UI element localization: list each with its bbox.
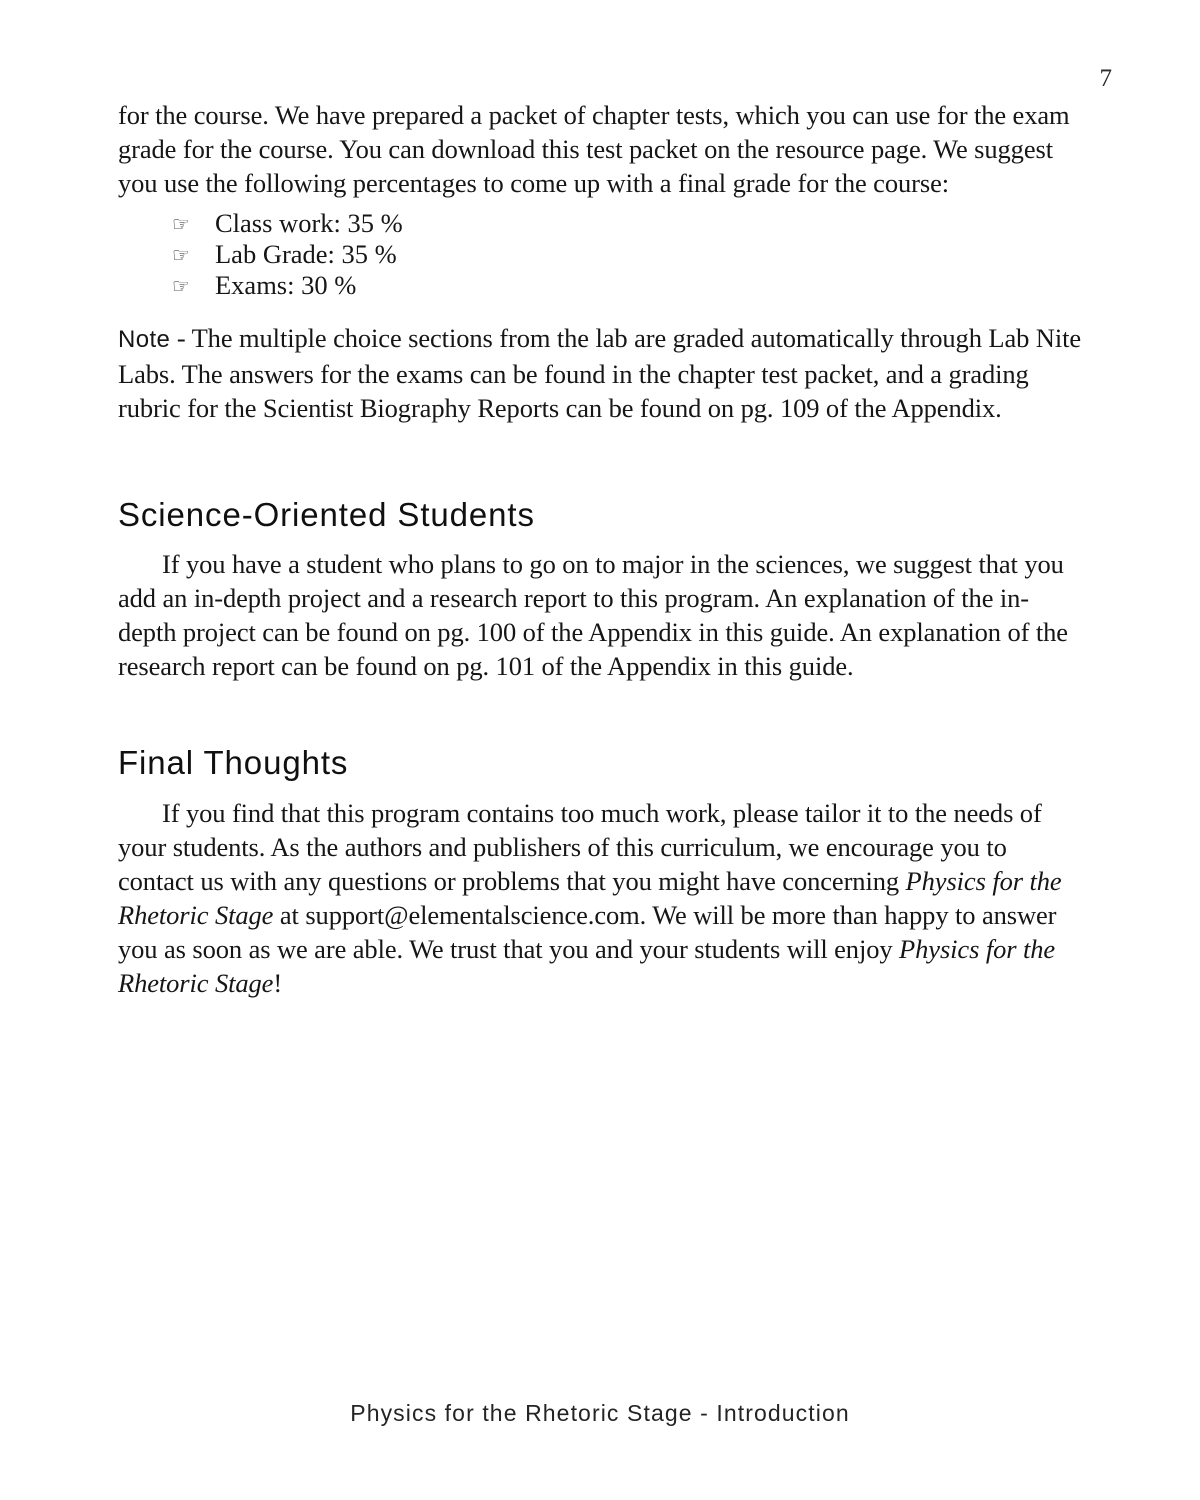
science-oriented-students-body: If you have a student who plans to go on to major in the sciences, we suggest that you add an in-depth project and a research report to this program. An explanation of the in-depth project can be found on pg. 100 of the Appendix in this guide. An explanation of the research report can be found on pg. 101 of the Appendix in this guide. bbox=[118, 549, 1068, 682]
pointing-hand-icon: ☞ bbox=[172, 274, 190, 298]
pointing-hand-icon: ☞ bbox=[172, 212, 190, 236]
list-item bbox=[118, 239, 1086, 270]
note-text: - The multiple choice sections from the lab are graded automatically through Lab Nite Labs. The answers for the exams can be found in the chapter test packet, and a grading rubric for the Scientist Biography Reports can be found on pg. 109 of the Appendix. bbox=[118, 323, 1082, 423]
book-title-italic: Physics for the Rhetoric Stage bbox=[118, 865, 1062, 930]
note-paragraph bbox=[118, 321, 1086, 425]
list-item-label: Lab Grade: 35 % bbox=[215, 239, 397, 269]
final-thoughts-text-part-1: If you find that this program contains too much work, please tailor it to the needs of your students. As the authors and publishers of this curriculum, we encourage you to contact us with any questions or problems that you might have concerning bbox=[118, 797, 1042, 896]
note-label: Note bbox=[118, 326, 171, 353]
heading-final-thoughts: Final Thoughts bbox=[118, 744, 349, 782]
list-item bbox=[118, 270, 1086, 301]
list-item bbox=[118, 208, 1086, 239]
final-thoughts-body bbox=[118, 796, 1086, 1000]
book-title-italic: Physics for the Rhetoric Stage bbox=[118, 933, 1056, 998]
final-thoughts-text-part-2: at support@elementalscience.com. We will be more than happy to answer you as soon as we are able. We trust that you and your students will enjoy bbox=[118, 899, 1057, 964]
heading-science-oriented-students: Science-Oriented Students bbox=[118, 496, 535, 533]
list-item-label: Class work: 35 % bbox=[215, 208, 403, 238]
page-number: 7 bbox=[1099, 65, 1112, 92]
pointing-hand-icon: ☞ bbox=[172, 243, 190, 267]
grading-percentages-list bbox=[118, 208, 1086, 301]
page-footer: Physics for the Rhetoric Stage - Introduction bbox=[350, 1400, 850, 1426]
list-item-label: Exams: 30 % bbox=[215, 270, 357, 300]
text-column bbox=[118, 98, 1086, 1000]
final-thoughts-text-part-3: ! bbox=[273, 967, 283, 998]
intro-paragraph: for the course. We have prepared a packet of chapter tests, which you can use for the exam grade for the course. You can download this test packet on the resource page. We suggest you use the following percentages to come up with a final grade for the course: bbox=[118, 100, 1070, 198]
